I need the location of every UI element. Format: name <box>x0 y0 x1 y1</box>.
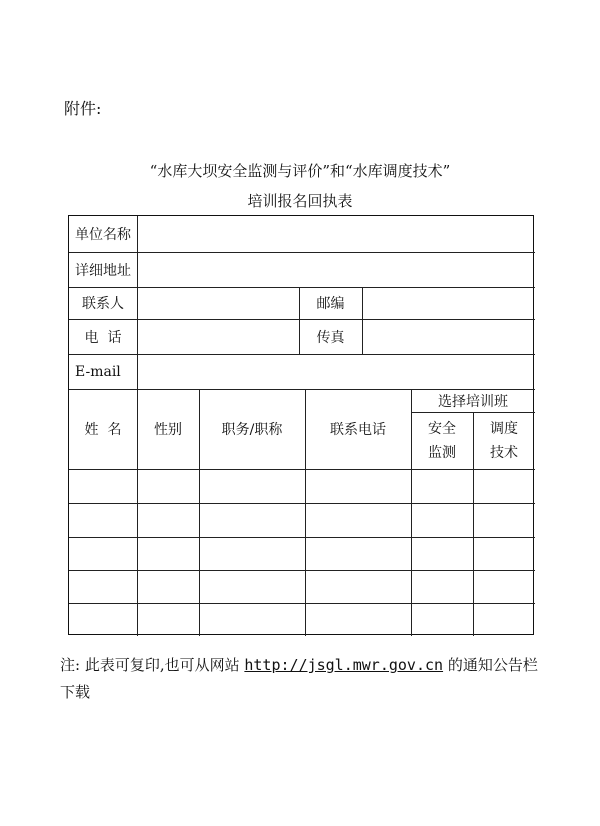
form-title-line1: “水库大坝安全监测与评价”和“水库调度技术” <box>149 162 451 180</box>
website-link[interactable]: http://jsgl.mwr.gov.cn <box>244 656 444 674</box>
postcode-label: 邮编 <box>316 296 345 312</box>
row-divider <box>69 252 535 253</box>
class-dispatch-header: 调度 技术 <box>490 420 518 461</box>
phone-label: 电 话 <box>84 329 122 346</box>
row-divider <box>69 570 535 571</box>
row-divider <box>69 503 535 504</box>
address-label: 详细地址 <box>75 262 131 279</box>
col-divider <box>362 287 363 354</box>
contact-person-label: 联系人 <box>82 296 124 312</box>
class-safety-header: 安全 监测 <box>428 420 456 461</box>
footnote-text: 注: 此表可复印,也可从网站 <box>60 656 240 674</box>
registration-form-table <box>68 215 534 635</box>
email-label: E-mail <box>75 363 121 380</box>
row-divider <box>69 354 535 355</box>
position-column-header: 职务/职称 <box>221 422 283 438</box>
footnote <box>60 652 540 706</box>
name-column-header: 姓 名 <box>84 422 122 438</box>
choose-class-header: 选择培训班 <box>438 393 508 410</box>
gender-column-header: 性别 <box>154 422 182 438</box>
row-divider <box>69 603 535 604</box>
form-title-line2: 培训报名回执表 <box>247 192 353 210</box>
contact-phone-column-header: 联系电话 <box>330 422 386 438</box>
fax-label: 传真 <box>316 329 345 346</box>
row-divider <box>69 469 535 470</box>
attachment-label: 附件: <box>64 99 102 118</box>
unit-name-label: 单位名称 <box>75 227 131 243</box>
row-divider <box>69 537 535 538</box>
footnote-text-end: 的通知公告栏下载 <box>60 656 538 701</box>
